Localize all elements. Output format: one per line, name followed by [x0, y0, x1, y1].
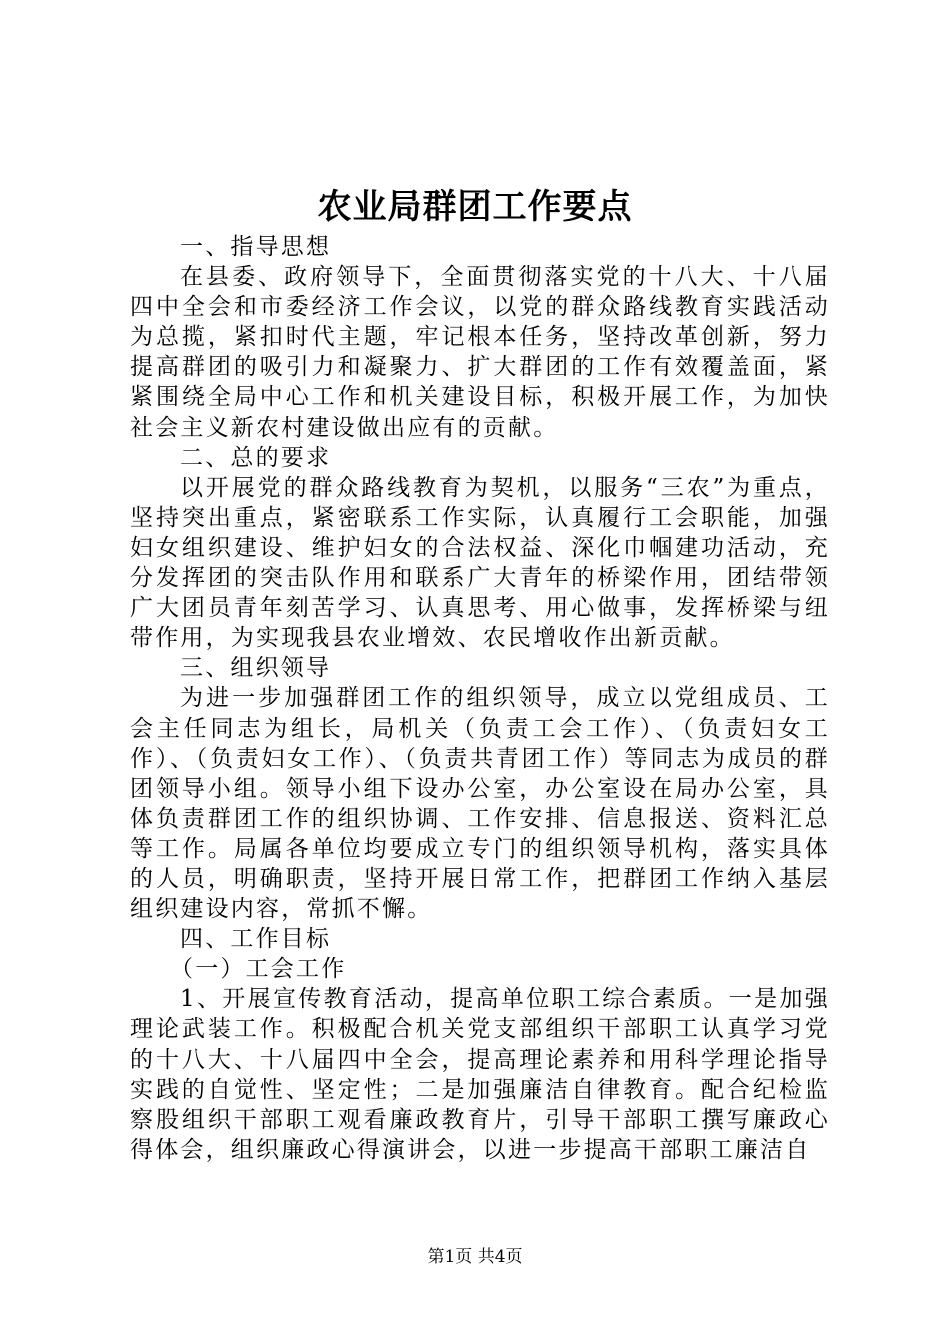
- section-heading-3: 三、组织领导: [180, 655, 332, 682]
- section-paragraph-3: 为进一步加强群团工作的组织领导，成立以党组成员、工会主任同志为组长，局机关（负责工会工作）、（负责妇女工作）、（负责妇女工作）、（负责共青团工作）等同志为成员的群团领导小组。领导小组下设办公室，办公室设在局办公室，具体负责群团工作的组织协调、工作安排、信息报送、资料汇总等工作。局属各单位均要成立专门的组织领导机构，落实具体的人员，明确职责，坚持开展日常工作，把群团工作纳入基层组织建设内容，常抓不懈。: [130, 685, 830, 923]
- section-paragraph-4: 1、开展宣传教育活动，提高单位职工综合素质。一是加强理论武装工作。积极配合机关党支部组织干部职工认真学习党的十八大、十八届四中全会，提高理论素养和用科学理论指导实践的自觉性、坚定性；二是加强廉洁自律教育。配合纪检监察股组织干部职工观看廉政教育片，引导干部职工撰写廉政心得体会，组织廉政心得演讲会，以进一步提高干部职工廉洁自: [130, 986, 830, 1163]
- page-footer: 第1页 共4页: [427, 1247, 523, 1267]
- section-paragraph-2: 以开展党的群众路线教育为契机，以服务“三农”为重点，坚持突出重点，紧密联系工作实际，认真履行工会职能，加强妇女组织建设、维护妇女的合法权益、深化巾帼建功活动，充分发挥团的突击队作用和联系广大青年的桥梁作用，团结带领广大团员青年刻苦学习、认真思考、用心做事，发挥桥梁与纽带作用，为实现我县农业增效、农民增收作出新贡献。: [130, 474, 830, 652]
- document-title: 农业局群团工作要点: [317, 187, 633, 227]
- document-body: [130, 232, 830, 1165]
- section-paragraph-1: 在县委、政府领导下，全面贯彻落实党的十八大、十八届四中全会和市委经济工作会议，以党的群众路线教育实践活动为总揽，紧扣时代主题，牢记根本任务，坚持改革创新，努力提高群团的吸引力和凝聚力、扩大群团的工作有效覆盖面，紧紧围绕全局中心工作和机关建设目标，积极开展工作，为加快社会主义新农村建设做出应有的贡献。: [130, 264, 830, 441]
- section-heading-1: 一、指导思想: [180, 234, 332, 260]
- section-heading-4: 四、工作目标: [180, 926, 332, 953]
- section-heading-2: 二、总的要求: [180, 444, 332, 471]
- subsection-heading-union: （一）工会工作: [170, 956, 347, 983]
